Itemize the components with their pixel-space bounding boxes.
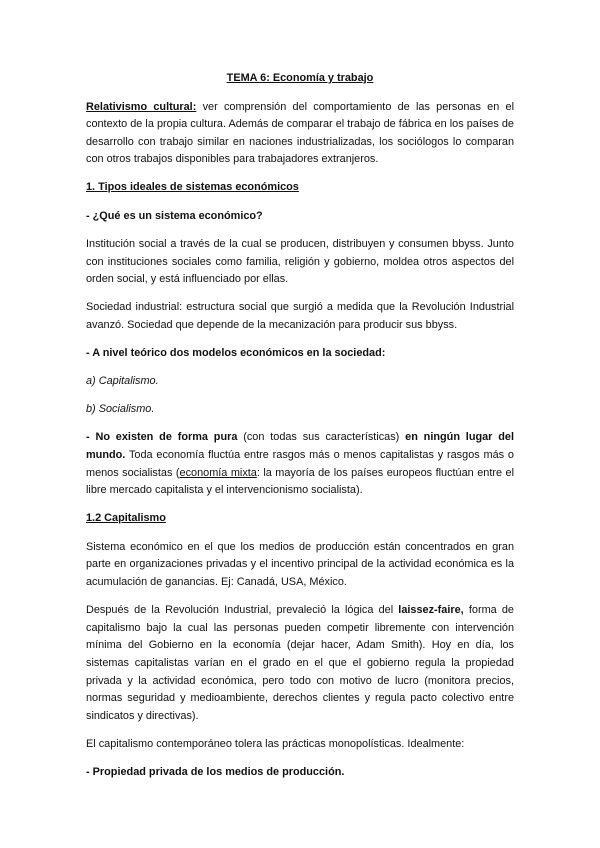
note-part-2: (con todas sus características) [237, 431, 406, 444]
section1-question-2: - A nivel teórico dos modelos económicos en la sociedad: [86, 347, 386, 360]
section1-question-1: - ¿Qué es un sistema económico? [86, 210, 263, 223]
model-b: b) Socialismo. [86, 403, 155, 416]
section2-paragraph-3: El capitalismo contemporáneo tolera las prácticas monopolísticas. Idealmente: [86, 737, 465, 750]
p2-laissez-faire: laissez-faire, [398, 604, 464, 617]
note-part-1: - No existen de forma pura [86, 431, 238, 444]
section2-heading: 1.2 Capitalismo [86, 512, 166, 525]
section2-paragraph-4: - Propiedad privada de los medios de producción. [86, 765, 345, 778]
section1-heading: 1. Tipos ideales de sistemas económicos [86, 181, 299, 194]
note-part-5: economía mixta [179, 466, 257, 479]
p2-part-c: forma de capitalismo bajo la cual las personas pueden competir libremente con intervención mínima del Gobierno en la economía (dejar hacer, Adam Smith). Hoy en día, los sistemas capitalistas varían en el grado en el que el gobierno regula la propiedad privada y la actividad económica, pero todo con motivo de lucro (monitora precios, normas seguridad y medioambiente, derechos clientes y regula pacto colectivo entre sindicatos y directivas). [86, 604, 514, 722]
intro-text: ver comprensión del comportamiento de las personas en el contexto de la propia cultura. Además de comparar el trabajo de fábrica en los países de desarrollo con trabajo similar en naciones industrializadas, los sociólogos lo comparan con otros trabajos disponibles para trabajadores extranjeros. [86, 100, 514, 166]
section1-paragraph-2: Sociedad industrial: estructura social que surgió a medida que la Revolución Industrial avanzó. Sociedad que depende de la mecanización para producir sus bbyss. [86, 301, 514, 332]
section2-paragraph-1: Sistema económico en el que los medios de producción están concentrados en gran parte en organizaciones privadas y el incentivo principal de la actividad económica es la acumulación de ganancias. Ej: Canadá, USA, México. [86, 540, 514, 589]
model-a: a) Capitalismo. [86, 375, 159, 388]
document-page [86, 70, 514, 792]
document-title: TEMA 6: Economía y trabajo [226, 72, 374, 84]
section2-paragraph-2 [86, 602, 514, 725]
note-part-3: en ningún lugar del mundo. [86, 431, 514, 461]
p2-part-a: Después de la Revolución Industrial, prevaleció la lógica del [86, 604, 399, 617]
mixed-economy-note [86, 429, 514, 499]
note-part-4: Toda economía fluctúa entre rasgos más o menos capitalistas y rasgos más o menos socialistas ( [86, 449, 514, 479]
section1-paragraph-1: Institución social a través de la cual se producen, distribuyen y consumen bbyss. Junto con instituciones sociales como familia, religión y gobierno, moldea otros aspectos del orden social, y está influenciado por ellas. [86, 238, 514, 286]
intro-paragraph [86, 99, 514, 169]
intro-term: Relativismo cultural: [86, 100, 197, 113]
note-part-6: : la mayoría de los países europeos fluctúan entre el libre mercado capitalista y el intervencionismo socialista). [86, 466, 514, 497]
